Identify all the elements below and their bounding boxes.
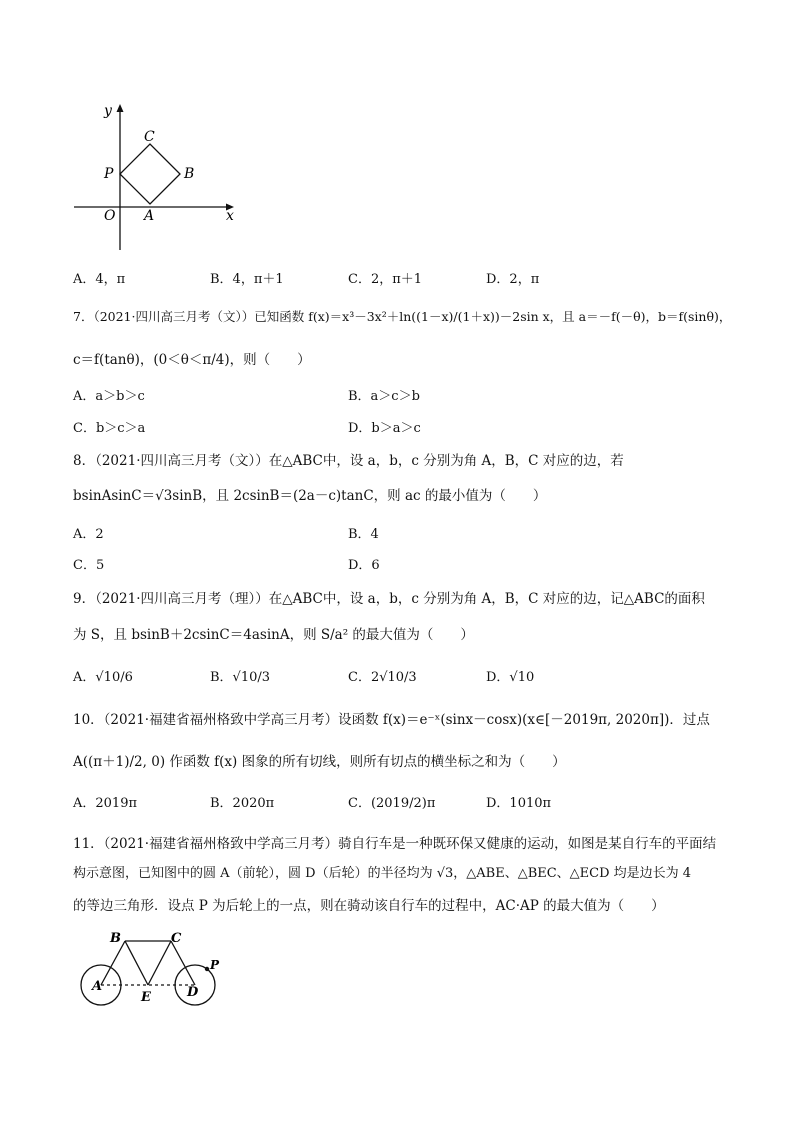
segment-cd [171,941,195,985]
y-axis-label: y [104,103,112,119]
bike-label-d: D [187,985,199,1000]
bike-label-c: C [171,931,182,946]
q10-stem-line2: A((π＋1)/2, 0) 作函数 f(x) 图象的所有切线，则所有切点的横坐标之和为（ ） [73,754,566,770]
q10-option-b: B．2020π [210,796,275,811]
q9-option-b: B．√10/3 [210,670,271,685]
q8-stem-line1: 8．（2021·四川高三月考（文））在△ABC中，设 a，b，c 分别为角 A，B，C 对应的边，若 [73,453,624,469]
origin-label: O [104,208,116,224]
bike-label-p: P [210,958,220,972]
q7-stem-line1: 7．（2021·四川高三月考（文））已知函数 f(x)＝x³－3x²＋ln((1－x)/(1＋x))－2sin x，且 a＝－f(－θ)，b＝f(sinθ)， [73,309,732,324]
bike-label-e: E [141,990,151,1005]
q11-stem-line2: 构示意图，已知图中的圆 A（前轮），圆 D（后轮）的半径均为 √3，△ABE、△BEC、△ECD 均是边长为 4 [73,866,692,881]
q11-stem-line3: 的等边三角形．设点 P 为后轮上的一点，则在骑动该自行车的过程中，AC·AP 的最大值为（ ） [73,898,665,914]
q6-option-d: D．2，π [486,272,540,287]
point-b-label: B [184,166,195,182]
point-c-label: C [144,129,155,145]
q7-option-c: C．b＞c＞a [73,421,146,436]
square-on-axes-figure [70,95,250,260]
q10-option-a: A．2019π [73,796,138,811]
q6-option-c: C．2，π＋1 [348,272,423,287]
point-p-label: P [104,166,114,182]
bike-label-b: B [110,931,121,946]
segment-ab [101,941,125,985]
q10-option-c: C．(2019/2)π [348,796,436,811]
y-axis-arrow [117,104,124,112]
q7-option-d: D．b＞a＞c [348,421,421,436]
q7-option-b: B．a＞c＞b [348,389,420,404]
q9-stem-line1: 9．（2021·四川高三月考（理））在△ABC中，设 a，b，c 分别为角 A，B，C 对应的边，记△ABC的面积 [73,591,705,607]
q9-stem-line2: 为 S，且 bsinB＋2csinC＝4asinA，则 S/a² 的最大值为（ ） [73,627,474,643]
q9-option-c: C．2√10/3 [348,670,417,685]
bicycle-figure [75,928,225,1008]
q8-option-c: C．5 [73,558,105,573]
segment-be [125,941,148,985]
q9-option-d: D．√10 [486,670,535,685]
bike-label-a: A [92,979,103,994]
square-pcba [120,144,180,204]
q6-option-b: B．4，π＋1 [210,272,284,287]
q6-option-a: A．4，π [73,272,126,287]
x-axis-label: x [226,208,234,224]
segment-ec [148,941,171,985]
q10-stem-line1: 10．（2021·福建省福州格致中学高三月考）设函数 f(x)＝e⁻ˣ(sinx－cosx)(x∈[－2019π, 2020π])．过点 [73,712,710,728]
q7-stem-line2: c＝f(tanθ)，(0＜θ＜π/4)，则（ ） [73,352,311,368]
point-p-dot [205,967,209,971]
q7-option-a: A．a＞b＞c [73,389,145,404]
q8-stem-line2: bsinAsinC＝√3sinB，且 2csinB＝(2a－c)tanC，则 ac 的最小值为（ ） [73,488,547,504]
q8-option-d: D．6 [348,558,380,573]
point-a-label: A [144,208,155,224]
q8-option-a: A．2 [73,527,104,542]
q8-option-b: B．4 [348,527,379,542]
q10-option-d: D．1010π [486,796,552,811]
q11-stem-line1: 11．（2021·福建省福州格致中学高三月考）骑自行车是一种既环保又健康的运动，如图是某自行车的平面结 [73,836,717,852]
q9-option-a: A．√10/6 [73,670,133,685]
